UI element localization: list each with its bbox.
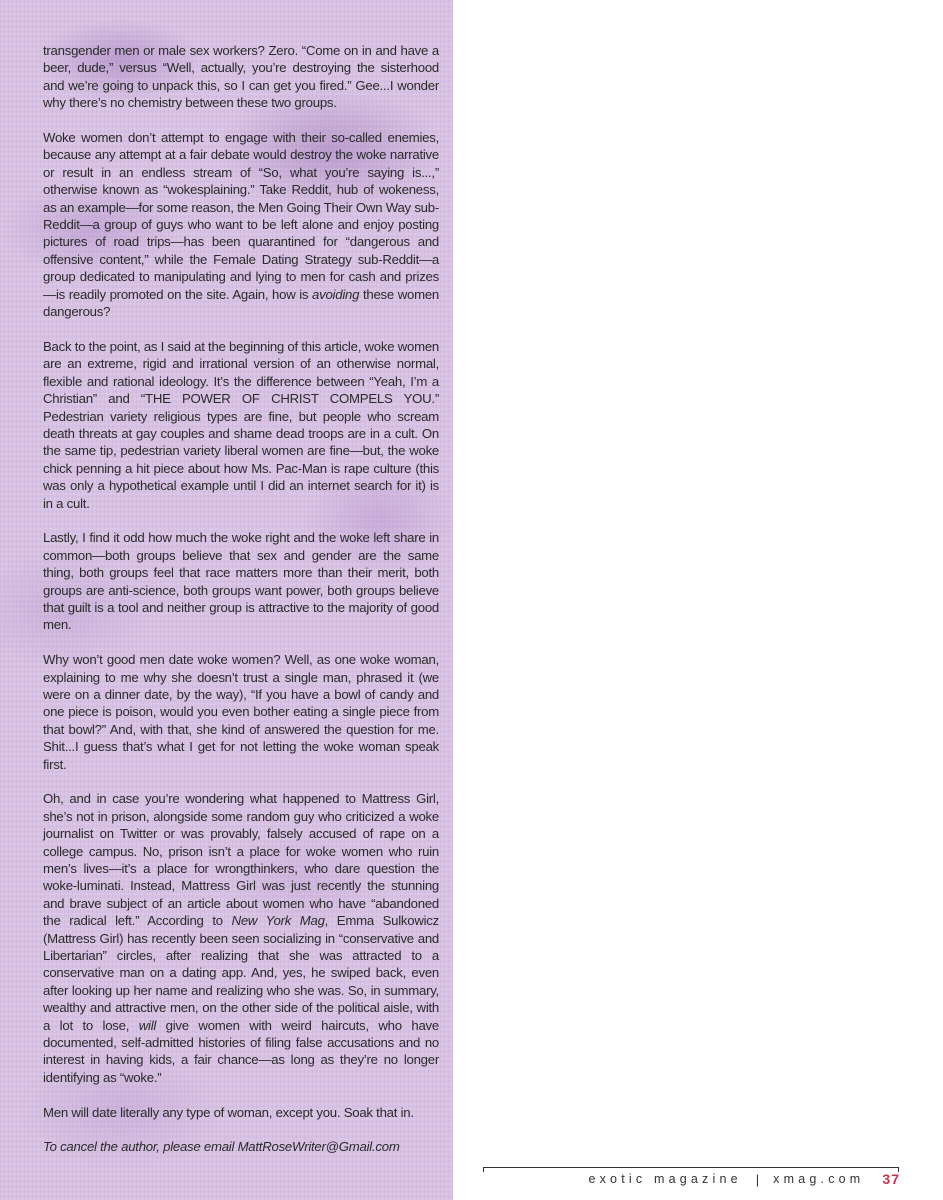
- emphasis-new-york-mag: New York Mag: [231, 913, 325, 929]
- footer-rule: [483, 1167, 899, 1168]
- paragraph-6-text-c: give women with weird haircuts, who have documented, self-admitted histories of filing false accusations and no interest in having kids, a fair chance—as long as they’re no longer identifying as “woke.”: [43, 1017, 439, 1085]
- paragraph-2-text-b: these women dangerous?: [43, 286, 439, 320]
- paragraph-5: Why won’t good men date woke women? Well, as one woke woman, explaining to me why she doesn’t trust a single man, phrased it (we were on a dinner date, by the way), “If you have a bowl of candy and one piece is poison, would you even bother eating a single piece from that bowl?” And, with that, she kind of answered the question for me. Shit...I guess that’s what I get for not letting the woke woman speak first.: [43, 652, 439, 772]
- page-number: 37: [882, 1171, 900, 1187]
- author-contact-line: [43, 1138, 439, 1155]
- paragraph-7: Men will date literally any type of woman, except you. Soak that in.: [43, 1104, 414, 1120]
- author-contact-text: To cancel the author, please email MattRoseWriter@Gmail.com: [43, 1139, 400, 1155]
- emphasis-will: will: [138, 1017, 157, 1033]
- paragraph-1: transgender men or male sex workers? Zero. “Come on in and have a beer, dude,” versus “Well, actually, you’re destroying the sisterhood and we’re going to unpack this, so I can get you fired.” Gee...I wonder why there’s no chemistry between these two groups.: [43, 43, 439, 111]
- publication-name: exotic magazine: [588, 1172, 742, 1186]
- page-footer: [588, 1170, 900, 1188]
- paragraph-6: [43, 790, 439, 1086]
- paragraph-2-text-a: Woke women don’t attempt to engage with their so-called enemies, because any attempt at a fair debate would destroy the woke narrative or result in an endless stream of “So, what you’re saying is...,” otherwise known as “wokesplaining.” Take Reddit, hub of wokeness, as an example—for some reason, the Men Going Their Own Way sub-Reddit—a group of guys who want to be left alone and enjoy posting pictures of road trips—has been quarantined for “dangerous and offensive content,” while the Female Dating Strategy sub-Reddit—a group dedicated to manipulating and lying to men for cash and prizes—is readily promoted on the site. Again, how is: [43, 130, 439, 302]
- paragraph-4: Lastly, I find it odd how much the woke right and the woke left share in common—both groups believe that sex and gender are the same thing, both groups feel that race matters more than their merit, both groups are anti-science, both groups want power, both groups believe that guilt is a tool and neither group is attractive to the majority of good men.: [43, 530, 439, 633]
- footer-separator: |: [755, 1171, 760, 1187]
- article-body: [43, 42, 439, 1173]
- emphasis-avoiding: avoiding: [312, 286, 360, 302]
- paragraph-6-text-a: Oh, and in case you’re wondering what happened to Mattress Girl, she’s not in prison, alongside some random guy who criticized a woke journalist on Twitter or was provably, falsely accused of rape on a college campus. No, prison isn’t a place for woke women who ruin men’s lives—it’s a place for wrongthinkers, who dare question the woke-luminati. Instead, Mattress Girl was just recently the stunning and brave subject of an article about women who have “abandoned the radical left.” According to: [43, 791, 439, 929]
- footer-rule-left-tick: [483, 1167, 484, 1172]
- website-url: xmag.com: [773, 1172, 865, 1186]
- paragraph-6-text-b: , Emma Sulkowicz (Mattress Girl) has recently been seen socializing in “conservative and Libertarian” circles, after realizing that she was attracted to a conservative man on a dating app. And, yes, he swiped back, even after looking up her name and realizing who she was. So, in summary, wealthy and attractive men, on the other side of the political aisle, with a lot to lose,: [43, 913, 439, 1033]
- paragraph-3: Back to the point, as I said at the beginning of this article, woke women are an extreme, rigid and irrational version of an otherwise normal, flexible and rational ideology. It’s the difference between “Yeah, I’m a Christian” and “THE POWER OF CHRIST COMPELS YOU.” Pedestrian variety religious types are fine, but people who scream death threats at gay couples and shame dead troops are in a cult. On the same tip, pedestrian variety liberal women are fine—but, the woke chick penning a hit piece about how Ms. Pac-Man is rape culture (this was only a hypothetical example until I did an internet search for it) is in a cult.: [43, 338, 439, 511]
- paragraph-2: [43, 129, 439, 320]
